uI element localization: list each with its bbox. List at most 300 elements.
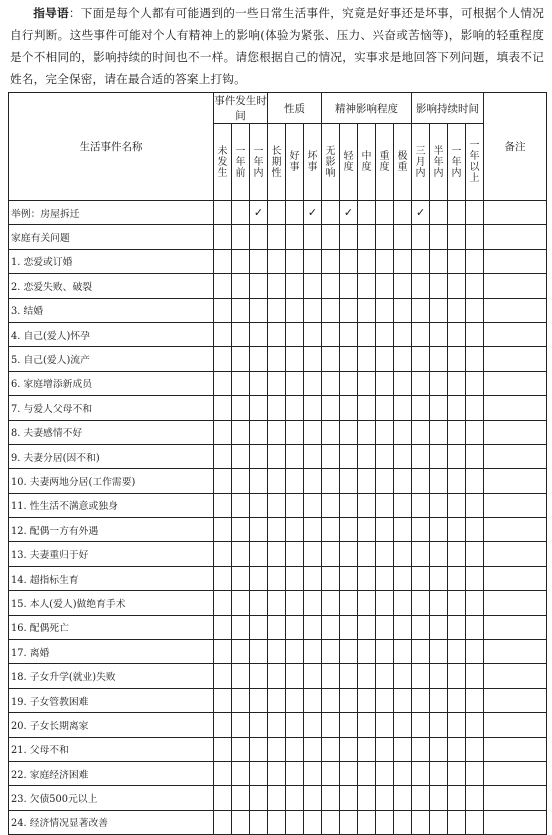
answer-cell[interactable] [376,566,394,590]
answer-cell[interactable] [412,396,430,420]
answer-cell[interactable] [268,347,286,371]
answer-cell[interactable] [304,298,322,322]
answer-cell[interactable] [466,664,484,688]
answer-cell[interactable] [340,615,358,639]
answer-cell[interactable] [430,225,448,249]
answer-cell[interactable] [448,640,466,664]
answer-cell[interactable] [250,542,268,566]
answer-cell[interactable] [268,444,286,468]
answer-cell[interactable] [412,469,430,493]
answer-cell[interactable] [340,640,358,664]
answer-cell[interactable] [232,249,250,273]
answer-cell[interactable] [340,420,358,444]
answer-cell[interactable] [268,591,286,615]
answer-cell[interactable] [412,591,430,615]
answer-cell[interactable] [376,640,394,664]
answer-cell[interactable] [430,469,448,493]
answer-cell[interactable] [376,396,394,420]
answer-cell[interactable] [268,322,286,346]
answer-cell[interactable] [304,640,322,664]
answer-cell[interactable] [376,347,394,371]
answer-cell[interactable] [250,322,268,346]
answer-cell[interactable] [394,493,412,517]
answer-cell[interactable] [448,615,466,639]
answer-cell[interactable] [358,761,376,785]
answer-cell[interactable] [466,542,484,566]
answer-cell[interactable] [250,493,268,517]
answer-cell[interactable] [214,201,232,225]
answer-cell[interactable] [448,664,466,688]
answer-cell[interactable] [448,249,466,273]
answer-cell[interactable] [358,640,376,664]
answer-cell[interactable] [376,322,394,346]
answer-cell[interactable] [430,347,448,371]
answer-cell[interactable] [268,566,286,590]
answer-cell[interactable] [448,542,466,566]
answer-cell[interactable] [340,201,358,225]
answer-cell[interactable] [430,249,448,273]
answer-cell[interactable] [322,713,340,737]
answer-cell[interactable] [322,542,340,566]
answer-cell[interactable] [214,664,232,688]
remarks-cell[interactable] [484,688,547,712]
answer-cell[interactable] [214,322,232,346]
answer-cell[interactable] [466,274,484,298]
answer-cell[interactable] [214,371,232,395]
answer-cell[interactable] [268,761,286,785]
answer-cell[interactable] [250,298,268,322]
answer-cell[interactable] [340,664,358,688]
answer-cell[interactable] [358,274,376,298]
answer-cell[interactable] [412,640,430,664]
remarks-cell[interactable] [484,518,547,542]
answer-cell[interactable] [376,225,394,249]
answer-cell[interactable] [304,274,322,298]
answer-cell[interactable] [448,396,466,420]
answer-cell[interactable] [214,737,232,761]
answer-cell[interactable] [214,249,232,273]
answer-cell[interactable] [304,713,322,737]
answer-cell[interactable] [358,371,376,395]
answer-cell[interactable] [232,542,250,566]
answer-cell[interactable] [466,640,484,664]
answer-cell[interactable] [448,225,466,249]
answer-cell[interactable] [340,591,358,615]
answer-cell[interactable] [394,347,412,371]
answer-cell[interactable] [466,469,484,493]
answer-cell[interactable] [268,201,286,225]
answer-cell[interactable] [412,615,430,639]
answer-cell[interactable] [358,664,376,688]
answer-cell[interactable] [304,469,322,493]
remarks-cell[interactable] [484,298,547,322]
answer-cell[interactable] [322,420,340,444]
remarks-cell[interactable] [484,469,547,493]
answer-cell[interactable] [394,664,412,688]
answer-cell[interactable] [412,664,430,688]
answer-cell[interactable] [412,249,430,273]
answer-cell[interactable] [394,542,412,566]
answer-cell[interactable] [268,640,286,664]
answer-cell[interactable] [268,615,286,639]
answer-cell[interactable] [466,493,484,517]
answer-cell[interactable] [448,737,466,761]
answer-cell[interactable] [430,542,448,566]
answer-cell[interactable] [322,371,340,395]
answer-cell[interactable] [340,518,358,542]
answer-cell[interactable] [340,493,358,517]
answer-cell[interactable] [340,347,358,371]
answer-cell[interactable] [448,713,466,737]
answer-cell[interactable] [286,371,304,395]
answer-cell[interactable] [466,737,484,761]
answer-cell[interactable] [286,420,304,444]
answer-cell[interactable] [268,420,286,444]
answer-cell[interactable] [250,274,268,298]
answer-cell[interactable] [340,761,358,785]
answer-cell[interactable] [394,469,412,493]
answer-cell[interactable] [250,737,268,761]
answer-cell[interactable] [322,664,340,688]
answer-cell[interactable] [412,566,430,590]
answer-cell[interactable] [448,493,466,517]
answer-cell[interactable] [304,761,322,785]
answer-cell[interactable] [376,469,394,493]
answer-cell[interactable] [268,810,286,834]
answer-cell[interactable] [448,469,466,493]
answer-cell[interactable] [358,591,376,615]
answer-cell[interactable] [448,322,466,346]
answer-cell[interactable] [286,566,304,590]
answer-cell[interactable] [466,566,484,590]
answer-cell[interactable] [286,225,304,249]
answer-cell[interactable] [394,810,412,834]
answer-cell[interactable] [268,713,286,737]
answer-cell[interactable] [250,688,268,712]
answer-cell[interactable] [286,664,304,688]
answer-cell[interactable] [430,298,448,322]
answer-cell[interactable] [430,591,448,615]
answer-cell[interactable] [214,469,232,493]
answer-cell[interactable] [304,444,322,468]
answer-cell[interactable] [322,591,340,615]
remarks-cell[interactable] [484,542,547,566]
answer-cell[interactable] [394,761,412,785]
answer-cell[interactable] [394,201,412,225]
answer-cell[interactable] [286,274,304,298]
answer-cell[interactable] [412,225,430,249]
answer-cell[interactable] [412,542,430,566]
answer-cell[interactable] [430,396,448,420]
answer-cell[interactable] [466,298,484,322]
answer-cell[interactable] [250,347,268,371]
answer-cell[interactable] [214,810,232,834]
answer-cell[interactable] [340,444,358,468]
answer-cell[interactable] [340,542,358,566]
answer-cell[interactable] [286,347,304,371]
remarks-cell[interactable] [484,420,547,444]
answer-cell[interactable] [358,298,376,322]
answer-cell[interactable] [394,322,412,346]
answer-cell[interactable] [250,371,268,395]
answer-cell[interactable] [412,518,430,542]
answer-cell[interactable] [412,810,430,834]
answer-cell[interactable] [466,249,484,273]
answer-cell[interactable] [250,444,268,468]
answer-cell[interactable] [358,737,376,761]
answer-cell[interactable] [358,688,376,712]
answer-cell[interactable] [304,322,322,346]
answer-cell[interactable] [322,396,340,420]
answer-cell[interactable] [394,225,412,249]
answer-cell[interactable] [250,396,268,420]
remarks-cell[interactable] [484,591,547,615]
answer-cell[interactable] [304,201,322,225]
answer-cell[interactable] [394,298,412,322]
answer-cell[interactable] [214,347,232,371]
answer-cell[interactable] [322,688,340,712]
answer-cell[interactable] [322,274,340,298]
answer-cell[interactable] [232,225,250,249]
answer-cell[interactable] [358,566,376,590]
answer-cell[interactable] [358,713,376,737]
answer-cell[interactable] [412,761,430,785]
answer-cell[interactable] [466,615,484,639]
answer-cell[interactable] [412,420,430,444]
remarks-cell[interactable] [484,713,547,737]
answer-cell[interactable] [250,591,268,615]
answer-cell[interactable] [286,640,304,664]
answer-cell[interactable] [340,371,358,395]
answer-cell[interactable] [286,444,304,468]
answer-cell[interactable] [304,518,322,542]
answer-cell[interactable] [358,518,376,542]
answer-cell[interactable] [232,469,250,493]
answer-cell[interactable] [286,761,304,785]
answer-cell[interactable] [286,713,304,737]
answer-cell[interactable] [376,615,394,639]
answer-cell[interactable] [250,420,268,444]
answer-cell[interactable] [340,786,358,810]
remarks-cell[interactable] [484,664,547,688]
answer-cell[interactable] [268,688,286,712]
answer-cell[interactable] [340,737,358,761]
answer-cell[interactable] [466,396,484,420]
answer-cell[interactable] [358,322,376,346]
remarks-cell[interactable] [484,737,547,761]
answer-cell[interactable] [268,396,286,420]
answer-cell[interactable] [268,249,286,273]
answer-cell[interactable] [340,298,358,322]
answer-cell[interactable] [394,371,412,395]
answer-cell[interactable] [322,761,340,785]
answer-cell[interactable] [412,493,430,517]
answer-cell[interactable] [376,249,394,273]
answer-cell[interactable] [214,591,232,615]
answer-cell[interactable] [214,761,232,785]
answer-cell[interactable] [268,786,286,810]
answer-cell[interactable] [322,786,340,810]
answer-cell[interactable] [214,493,232,517]
answer-cell[interactable] [412,737,430,761]
remarks-cell[interactable] [484,274,547,298]
answer-cell[interactable] [322,249,340,273]
answer-cell[interactable] [466,444,484,468]
answer-cell[interactable] [340,566,358,590]
answer-cell[interactable] [340,713,358,737]
answer-cell[interactable] [304,737,322,761]
answer-cell[interactable] [394,713,412,737]
answer-cell[interactable] [376,713,394,737]
answer-cell[interactable] [304,542,322,566]
answer-cell[interactable] [412,274,430,298]
answer-cell[interactable] [394,444,412,468]
answer-cell[interactable] [448,688,466,712]
answer-cell[interactable] [304,225,322,249]
answer-cell[interactable] [412,713,430,737]
answer-cell[interactable] [322,347,340,371]
answer-cell[interactable] [322,201,340,225]
answer-cell[interactable] [358,249,376,273]
answer-cell[interactable] [232,518,250,542]
answer-cell[interactable] [322,322,340,346]
answer-cell[interactable] [430,737,448,761]
answer-cell[interactable] [232,761,250,785]
answer-cell[interactable] [430,444,448,468]
answer-cell[interactable] [250,518,268,542]
answer-cell[interactable] [376,201,394,225]
answer-cell[interactable] [304,688,322,712]
answer-cell[interactable] [394,396,412,420]
answer-cell[interactable] [430,786,448,810]
answer-cell[interactable] [232,347,250,371]
answer-cell[interactable] [430,493,448,517]
answer-cell[interactable] [358,469,376,493]
answer-cell[interactable] [322,444,340,468]
answer-cell[interactable] [412,201,430,225]
answer-cell[interactable] [340,396,358,420]
answer-cell[interactable] [304,810,322,834]
answer-cell[interactable] [340,810,358,834]
remarks-cell[interactable] [484,444,547,468]
answer-cell[interactable] [466,518,484,542]
answer-cell[interactable] [214,786,232,810]
answer-cell[interactable] [286,810,304,834]
answer-cell[interactable] [232,322,250,346]
answer-cell[interactable] [268,542,286,566]
answer-cell[interactable] [250,566,268,590]
answer-cell[interactable] [448,566,466,590]
remarks-cell[interactable] [484,322,547,346]
answer-cell[interactable] [250,664,268,688]
answer-cell[interactable] [232,444,250,468]
answer-cell[interactable] [340,688,358,712]
answer-cell[interactable] [340,274,358,298]
answer-cell[interactable] [448,810,466,834]
answer-cell[interactable] [322,640,340,664]
answer-cell[interactable] [286,786,304,810]
answer-cell[interactable] [358,810,376,834]
answer-cell[interactable] [214,396,232,420]
answer-cell[interactable] [358,420,376,444]
answer-cell[interactable] [466,420,484,444]
answer-cell[interactable] [376,688,394,712]
answer-cell[interactable] [466,713,484,737]
answer-cell[interactable] [250,615,268,639]
answer-cell[interactable] [214,566,232,590]
answer-cell[interactable] [304,493,322,517]
answer-cell[interactable] [214,713,232,737]
answer-cell[interactable] [286,493,304,517]
answer-cell[interactable] [448,420,466,444]
answer-cell[interactable] [430,420,448,444]
answer-cell[interactable] [304,566,322,590]
answer-cell[interactable] [430,518,448,542]
answer-cell[interactable] [322,615,340,639]
answer-cell[interactable] [340,225,358,249]
answer-cell[interactable] [448,518,466,542]
answer-cell[interactable] [358,201,376,225]
answer-cell[interactable] [376,420,394,444]
answer-cell[interactable] [376,664,394,688]
answer-cell[interactable] [340,322,358,346]
answer-cell[interactable] [250,225,268,249]
answer-cell[interactable] [214,274,232,298]
answer-cell[interactable] [466,688,484,712]
answer-cell[interactable] [376,737,394,761]
answer-cell[interactable] [322,225,340,249]
answer-cell[interactable] [466,201,484,225]
answer-cell[interactable] [322,566,340,590]
answer-cell[interactable] [286,249,304,273]
answer-cell[interactable] [412,371,430,395]
answer-cell[interactable] [376,274,394,298]
answer-cell[interactable] [304,591,322,615]
answer-cell[interactable] [394,518,412,542]
answer-cell[interactable] [430,566,448,590]
answer-cell[interactable] [268,737,286,761]
answer-cell[interactable] [214,420,232,444]
answer-cell[interactable] [358,542,376,566]
answer-cell[interactable] [448,201,466,225]
answer-cell[interactable] [232,493,250,517]
remarks-cell[interactable] [484,566,547,590]
answer-cell[interactable] [214,225,232,249]
answer-cell[interactable] [232,274,250,298]
answer-cell[interactable] [376,493,394,517]
answer-cell[interactable] [394,640,412,664]
answer-cell[interactable] [214,688,232,712]
answer-cell[interactable] [250,640,268,664]
answer-cell[interactable] [376,298,394,322]
answer-cell[interactable] [286,322,304,346]
answer-cell[interactable] [286,737,304,761]
answer-cell[interactable] [394,591,412,615]
answer-cell[interactable] [448,444,466,468]
answer-cell[interactable] [286,469,304,493]
remarks-cell[interactable] [484,786,547,810]
remarks-cell[interactable] [484,640,547,664]
answer-cell[interactable] [232,640,250,664]
remarks-cell[interactable] [484,493,547,517]
answer-cell[interactable] [394,737,412,761]
answer-cell[interactable] [322,810,340,834]
answer-cell[interactable] [322,737,340,761]
answer-cell[interactable] [286,396,304,420]
remarks-cell[interactable] [484,347,547,371]
remarks-cell[interactable] [484,810,547,834]
answer-cell[interactable] [214,542,232,566]
